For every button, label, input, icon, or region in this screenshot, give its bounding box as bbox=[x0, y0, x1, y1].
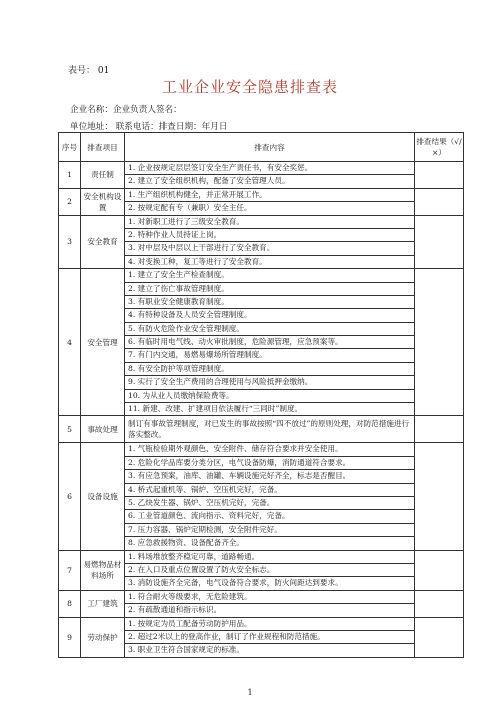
row-category: 安全管理 bbox=[81, 269, 125, 416]
content-item: 7. 有门内交通，易燃易爆场所管理制度。 bbox=[125, 349, 414, 362]
row-content bbox=[125, 162, 415, 189]
company-info-line: 企业名称：企业负责人签名： bbox=[70, 105, 182, 115]
content-item: 10. 为从业人员缴纳保险费等。 bbox=[125, 390, 414, 403]
content-item: 9. 实行了安全生产费用的合理使用与风险抵押金缴纳。 bbox=[125, 376, 414, 389]
result-cell[interactable] bbox=[415, 617, 464, 657]
content-item: 2. 按规定配有专（兼职）安全主任。 bbox=[128, 203, 252, 213]
table-row bbox=[59, 617, 464, 657]
row-number: 9 bbox=[59, 617, 81, 657]
form-number: 表号： 01 bbox=[68, 66, 110, 76]
row-content bbox=[125, 443, 415, 550]
content-item: 1. 生产组织机构健全，并正常开展工作。 bbox=[125, 189, 414, 202]
content-item: 1. 按规定为员工配备劳动防护用品。 bbox=[125, 618, 414, 631]
row-category: 安全教育 bbox=[81, 215, 125, 269]
content-item: 1. 建立了安全生产检查制度。 bbox=[125, 269, 414, 282]
content-item: 5. 有防火危险作业安全管理制度。 bbox=[125, 323, 414, 336]
content-item: 1. 对新职工进行了三级安全教育。 bbox=[125, 216, 414, 229]
content-item: 1. 企业按规定层层签订安全生产责任书，有安全奖惩。 bbox=[125, 162, 414, 175]
content-item: 3. 消防设施齐全完备，电气设备符合要求，防火间距达到要求。 bbox=[128, 578, 343, 588]
content-item: 8. 应急救援物资、设备配备齐全。 bbox=[128, 538, 244, 548]
content-item: 7. 压力容器、锅炉定期检测，安全附件完好。 bbox=[125, 524, 414, 537]
content-item: 1. 料场堆放整齐稳定可靠，道路畅通。 bbox=[125, 551, 414, 564]
content-item: 2. 有疏散通道和指示标识。 bbox=[128, 605, 222, 615]
header-no: 序号 bbox=[59, 133, 81, 162]
content-item: 3. 有职业安全健康教育制度。 bbox=[125, 296, 414, 309]
content-item: 4. 有特种设备及人员安全管理制度。 bbox=[125, 309, 414, 322]
header-content: 排查内容 bbox=[125, 133, 415, 162]
inspection-table bbox=[58, 132, 464, 658]
row-number: 7 bbox=[59, 550, 81, 590]
table-row bbox=[59, 416, 464, 443]
row-content bbox=[125, 590, 415, 617]
row-category: 工厂建筑 bbox=[81, 590, 125, 617]
row-category: 设备设施 bbox=[81, 443, 125, 550]
row-content bbox=[125, 550, 415, 590]
row-content bbox=[125, 269, 415, 416]
content-item: 11. 新建、改建、扩建项目依法履行“三同时”制度。 bbox=[128, 404, 303, 414]
row-number: 1 bbox=[59, 162, 81, 189]
content-item: 5. 乙炔发生器、锅炉、空压机完好，完备。 bbox=[125, 497, 414, 510]
result-cell[interactable] bbox=[415, 590, 464, 617]
result-cell[interactable] bbox=[415, 188, 464, 215]
content-item: 2. 危险化学品库要分类分区，电气设备防爆，消防通道符合要求。 bbox=[125, 457, 414, 470]
row-category: 易燃物品材料场所 bbox=[81, 550, 125, 590]
row-content bbox=[125, 215, 415, 269]
header-item: 排查项目 bbox=[81, 133, 125, 162]
table-row bbox=[59, 269, 464, 416]
row-number: 5 bbox=[59, 416, 81, 443]
row-number: 8 bbox=[59, 590, 81, 617]
content-item: 3. 职业卫生符合国家规定的标准。 bbox=[128, 645, 244, 655]
content-item: 4. 桥式起重机等、锅炉、空压机完好，完备。 bbox=[125, 484, 414, 497]
content-item: 2. 建立了安全组织机构，配备了安全管理人员。 bbox=[128, 176, 290, 186]
content-item: 8. 有安全防护等项管理制度。 bbox=[125, 363, 414, 376]
header-result: 排查结果（√/×） bbox=[415, 133, 464, 162]
row-content bbox=[125, 617, 415, 657]
row-category: 劳动保护 bbox=[81, 617, 125, 657]
content-item: 6. 有临时用电气线、动火审批制度，危险源管理，应急预案等。 bbox=[125, 336, 414, 349]
result-cell[interactable] bbox=[415, 162, 464, 189]
row-content bbox=[125, 188, 415, 215]
row-category: 安全机构设置 bbox=[81, 188, 125, 215]
table-row bbox=[59, 188, 464, 215]
row-number: 4 bbox=[59, 269, 81, 416]
result-cell[interactable] bbox=[415, 269, 464, 416]
row-content bbox=[125, 416, 415, 443]
result-cell[interactable] bbox=[415, 550, 464, 590]
result-cell[interactable] bbox=[415, 443, 464, 550]
row-number: 6 bbox=[59, 443, 81, 550]
content-item: 制订有事故管理制度，对已发生的事故按照“四不放过”的原则处理，对防范措施进行落实整改。 bbox=[128, 419, 410, 440]
table-row bbox=[59, 443, 464, 550]
row-number: 3 bbox=[59, 215, 81, 269]
table-row bbox=[59, 550, 464, 590]
result-cell[interactable] bbox=[415, 215, 464, 269]
row-number: 2 bbox=[59, 188, 81, 215]
content-item: 6. 工业管道颜色、流向指示、资料完好，完备。 bbox=[125, 510, 414, 523]
content-item: 2. 建立了伤亡事故管理制度。 bbox=[125, 283, 414, 296]
table-row bbox=[59, 215, 464, 269]
content-item: 4. 对变换工种，复工等进行了安全教育。 bbox=[128, 256, 267, 266]
table-header-row bbox=[59, 133, 464, 162]
table-row bbox=[59, 162, 464, 189]
content-item: 1. 气瓶检验期外观颜色、安全附件、储存符合要求并安全使用。 bbox=[125, 443, 414, 456]
content-item: 2. 超过2米以上的登高作业，制订了作业规程和防范措施。 bbox=[125, 631, 414, 644]
content-item: 1. 符合耐火等级要求，无危险建筑。 bbox=[125, 591, 414, 604]
document-title: 工业企业安全隐患排查表 bbox=[161, 78, 338, 96]
row-category: 责任制 bbox=[81, 162, 125, 189]
content-item: 3. 对中层及中层以上干部进行了安全教育。 bbox=[125, 242, 414, 255]
page-number: 1 bbox=[247, 688, 253, 697]
content-item: 3. 有应急预案，油库、油罐、车辆设施完好齐全，标志是否醒目。 bbox=[125, 470, 414, 483]
result-cell[interactable] bbox=[415, 416, 464, 443]
address-info-line: 单位地址： 联系电话：排查日期：年月日 bbox=[70, 122, 228, 132]
table-row bbox=[59, 590, 464, 617]
content-item: 2. 特种作业人员持证上岗。 bbox=[125, 229, 414, 242]
row-category: 事故处理 bbox=[81, 416, 125, 443]
content-item: 2. 在入口及重点位置设置了防火安全标志。 bbox=[125, 564, 414, 577]
